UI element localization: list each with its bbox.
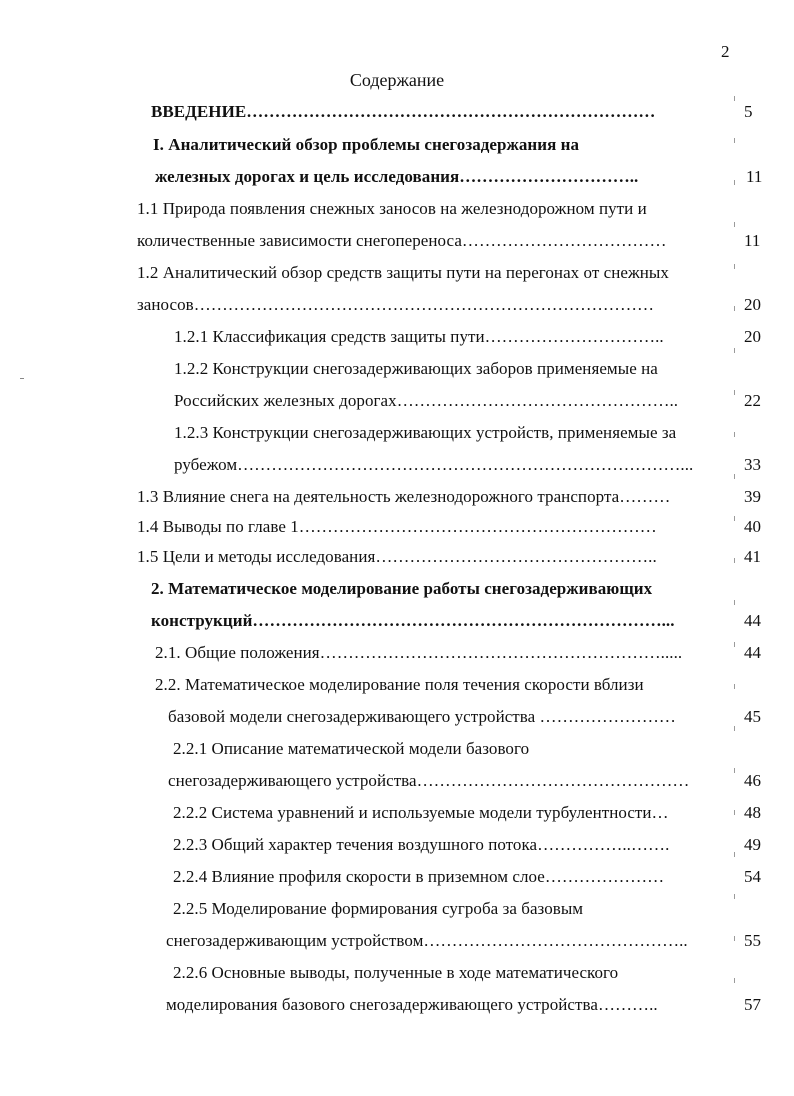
- toc-entry-1-3: 1.3 Влияние снега на деятельность железнодорожного транспорта………: [137, 487, 671, 506]
- toc-entry-1-2-3-line1: 1.2.3 Конструкции снегозадерживающих устройств, применяемые за: [174, 423, 677, 442]
- scan-mark: [20, 378, 24, 379]
- toc-entry-2-2-1-page: 46: [744, 771, 761, 790]
- toc-entry-2-2-6-line1: 2.2.6 Основные выводы, полученные в ходе математического: [173, 963, 619, 982]
- toc-entry-2-2-5-line2: снегозадерживающим устройством………………………………………..: [166, 931, 688, 950]
- toc-entry-1-4: 1.4 Выводы по главе 1………………………………………………………: [137, 517, 657, 536]
- toc-entry-1-2-2-line2: Российских железных дорогах…………………………………………..: [174, 391, 679, 410]
- toc-entry-2-2-3: 2.2.3 Общий характер течения воздушного потока……………..…….: [173, 835, 670, 854]
- toc-entry-1-1-line1: 1.1 Природа появления снежных заносов на железнодорожном пути и: [137, 199, 647, 218]
- page-number: 2: [721, 42, 730, 61]
- toc-entry-1-1-page: 11: [744, 231, 761, 250]
- toc-entry-2-2-6-page: 57: [744, 995, 761, 1014]
- toc-entry-2-2-4-page: 54: [744, 867, 761, 886]
- toc-entry-2-2-line1: 2.2. Математическое моделирование поля течения скорости вблизи: [155, 675, 644, 694]
- toc-entry-2-1-page: 44: [744, 643, 761, 662]
- toc-entry-ch2-page: 44: [744, 611, 761, 630]
- toc-entry-1-2-2-page: 22: [744, 391, 761, 410]
- toc-entry-ch1-page: 11: [746, 167, 763, 186]
- toc-entry-2-2-4: 2.2.4 Влияние профиля скорости в приземном слое…………………: [173, 867, 665, 886]
- toc-entry-1-5-page: 41: [744, 547, 761, 566]
- toc-entry-2-1: 2.1. Общие положения…………………………………………………….....: [155, 643, 683, 662]
- toc-entry-ch1-line2: железных дорогах и цель исследования…………………………..: [155, 167, 639, 186]
- page-rule: [734, 96, 735, 1016]
- toc-entry-1-4-page: 40: [744, 517, 761, 536]
- toc-entry-2-2-2: 2.2.2 Система уравнений и используемые модели турбулентности…: [173, 803, 669, 822]
- toc-entry-1-2-line2: заносов………………………………………………………………………: [137, 295, 655, 314]
- toc-entry-1-2-1: 1.2.1 Классификация средств защиты пути…………………………..: [174, 327, 664, 346]
- toc-entry-1-2-page: 20: [744, 295, 761, 314]
- toc-entry-ch2-line2: конструкций………………………………………………………………...: [151, 611, 675, 630]
- toc-entry-2-2-6-line2: моделирования базового снегозадерживающего устройства………..: [166, 995, 658, 1014]
- toc-entry-1-5: 1.5 Цели и методы исследования…………………………………………..: [137, 547, 657, 566]
- toc-entry-2-2-1-line1: 2.2.1 Описание математической модели базового: [173, 739, 530, 758]
- toc-entry-1-1-line2: количественные зависимости снегопереноса………………………………: [137, 231, 667, 250]
- toc-entry-2-2-5-line1: 2.2.5 Моделирование формирования сугроба за базовым: [173, 899, 584, 918]
- toc-entry-intro: ВВЕДЕНИЕ………………………………………………………………: [151, 102, 656, 121]
- toc-entry-2-2-5-page: 55: [744, 931, 761, 950]
- toc-entry-2-2-3-page: 49: [744, 835, 761, 854]
- toc-entry-1-2-line1: 1.2 Аналитический обзор средств защиты пути на перегонах от снежных: [137, 263, 669, 282]
- toc-entry-intro-page: 5: [744, 102, 753, 121]
- toc-entry-2-2-1-line2: снегозадерживающего устройства…………………………………………: [168, 771, 690, 790]
- toc-entry-2-2-page: 45: [744, 707, 761, 726]
- toc-entry-1-2-3-line2: рубежом……………………………………………………………………...: [174, 455, 694, 474]
- toc-entry-2-2-2-page: 48: [744, 803, 761, 822]
- toc-entry-1-2-2-line1: 1.2.2 Конструкции снегозадерживающих заборов применяемые на: [174, 359, 658, 378]
- toc-entry-ch2-line1: 2. Математическое моделирование работы снегозадерживающих: [151, 579, 653, 598]
- toc-entry-2-2-line2: базовой модели снегозадерживающего устройства ……………………: [168, 707, 676, 726]
- toc-entry-ch1-line1: I. Аналитический обзор проблемы снегозадержания на: [153, 135, 580, 154]
- toc-title: Содержание: [349, 70, 445, 90]
- toc-entry-1-2-1-page: 20: [744, 327, 761, 346]
- toc-entry-1-3-page: 39: [744, 487, 761, 506]
- toc-entry-1-2-3-page: 33: [744, 455, 761, 474]
